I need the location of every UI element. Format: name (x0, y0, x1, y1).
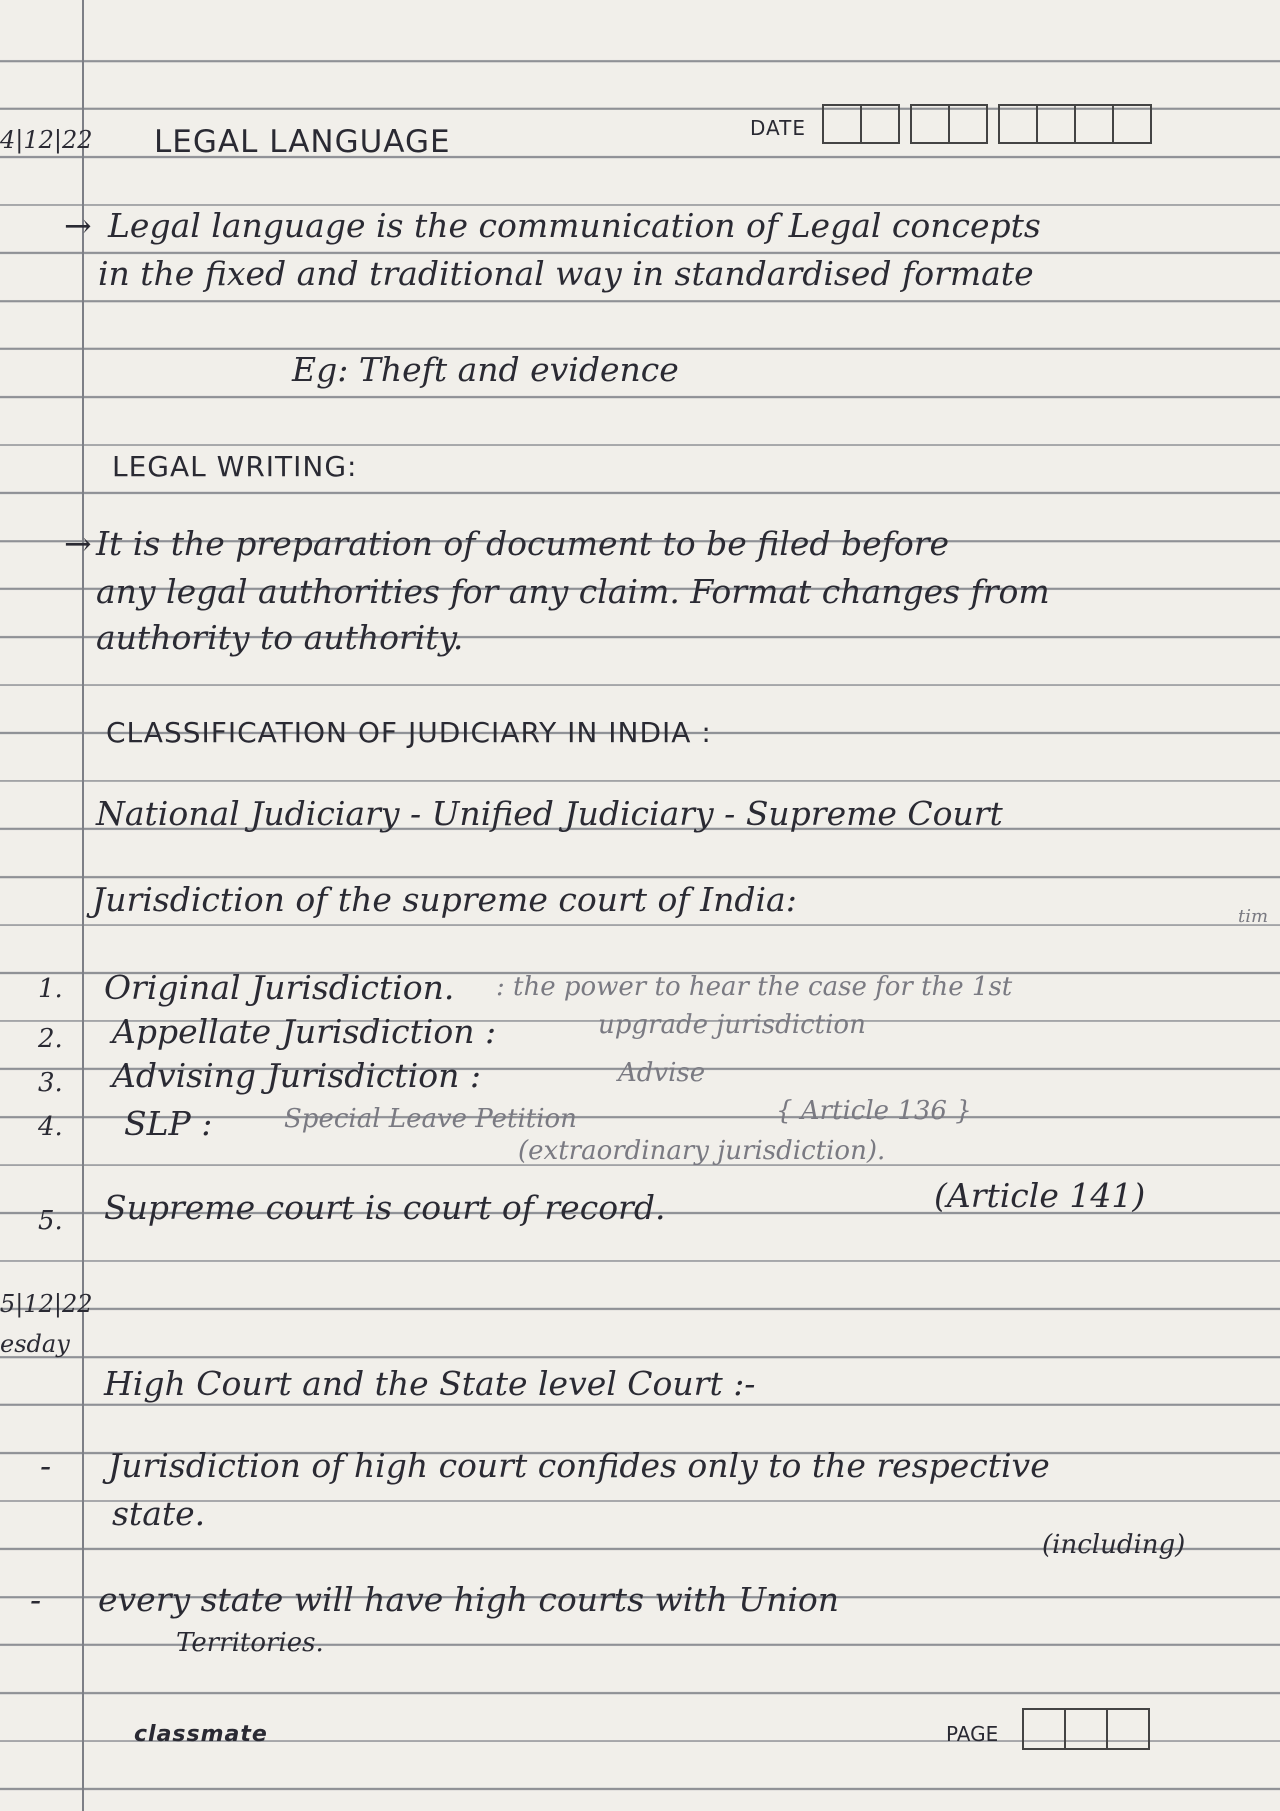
date-month-boxes (910, 104, 988, 144)
item-label: Advising Jurisdiction : (112, 1056, 481, 1095)
item-label: SLP : (124, 1104, 213, 1143)
item-number: 2. (38, 1024, 63, 1054)
classification-heading: CLASSIFICATION OF JUDICIARY IN INDIA : (106, 716, 712, 749)
intro-line-1: Legal language is the communication of Legal concepts (108, 206, 1041, 245)
margin-date: 4|12|22 (0, 126, 93, 154)
dash-bullet: - (40, 1446, 52, 1485)
page-title: LEGAL LANGUAGE (154, 124, 451, 160)
date-label: DATE (750, 116, 807, 140)
date-year-boxes (998, 104, 1152, 144)
item-description: Advise (618, 1058, 706, 1088)
jurisdiction-line: Jurisdiction of high court confides only to the respective (108, 1446, 1050, 1485)
margin-day: esday (0, 1330, 70, 1358)
margin-line (82, 0, 84, 1811)
insert-note: (including) (1042, 1530, 1186, 1560)
intro-line-2: in the fixed and traditional way in standardised formate (98, 254, 1034, 293)
date-boxes (822, 104, 1152, 144)
page-label: PAGE (946, 1722, 999, 1746)
item-description: (Article 141) (934, 1176, 1146, 1215)
writing-line-3: authority to authority. (96, 618, 464, 657)
page-number-boxes (1022, 1708, 1150, 1750)
article-note: { Article 136 } (776, 1096, 972, 1126)
item-number: 4. (38, 1112, 63, 1142)
item-number: 1. (38, 974, 63, 1004)
jurisdiction-heading: Jurisdiction of the supreme court of India: (92, 880, 797, 919)
writing-line-2: any legal authorities for any claim. Format changes from (96, 572, 1050, 611)
intro-arrow: → (64, 206, 92, 245)
item-label: Supreme court is court of record. (104, 1188, 666, 1227)
legal-writing-heading: LEGAL WRITING: (112, 450, 358, 483)
writing-line-1: It is the preparation of document to be filed before (96, 524, 950, 563)
date-day-boxes (822, 104, 900, 144)
item-label: Original Jurisdiction. (104, 968, 455, 1007)
national-judiciary-line: National Judiciary - Unified Judiciary - Supreme Court (96, 794, 1003, 833)
item-number: 5. (38, 1206, 63, 1236)
margin-date-2: 5|12|22 (0, 1290, 93, 1318)
brand-logo: classmate (134, 1722, 268, 1747)
writing-arrow: → (64, 524, 92, 563)
item-description: Special Leave Petition (284, 1104, 577, 1134)
every-state-line-cont: Territories. (176, 1628, 324, 1658)
jurisdiction-line-cont: state. (112, 1494, 206, 1533)
item-description: upgrade jurisdiction (598, 1010, 866, 1040)
example-line: Eg: Theft and evidence (292, 350, 679, 389)
item-label: Appellate Jurisdiction : (112, 1012, 497, 1051)
time-note: tim (1238, 906, 1269, 927)
every-state-line: every state will have high courts with Union (98, 1580, 840, 1619)
dash-bullet: - (30, 1580, 42, 1619)
high-court-heading: High Court and the State level Court :- (104, 1364, 756, 1403)
extraordinary-note: (extraordinary jurisdiction). (518, 1136, 886, 1166)
item-number: 3. (38, 1068, 63, 1098)
item-description: : the power to hear the case for the 1st (496, 972, 1013, 1002)
